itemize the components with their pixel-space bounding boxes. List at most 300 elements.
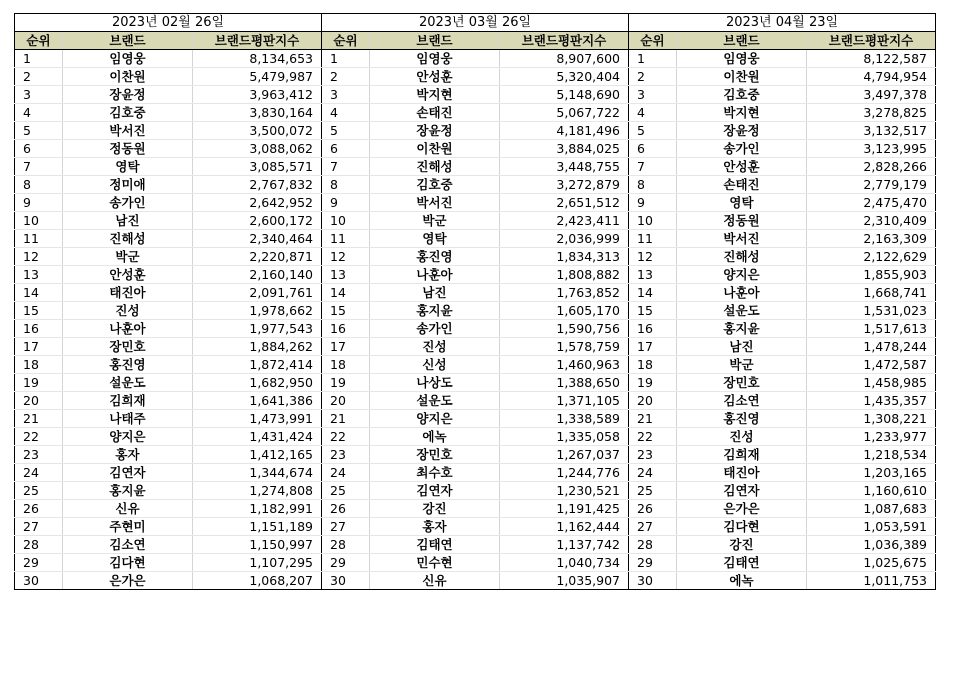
rank-cell: 5 xyxy=(629,122,677,140)
rank-cell: 17 xyxy=(629,338,677,356)
rank-cell: 12 xyxy=(629,248,677,266)
brand-name-cell: 홍자 xyxy=(63,446,193,464)
brand-name-cell: 신유 xyxy=(370,572,500,590)
brand-name-cell: 홍지윤 xyxy=(677,320,807,338)
brand-name-cell: 홍자 xyxy=(370,518,500,536)
score-cell: 1,160,610 xyxy=(807,482,936,500)
score-cell: 3,132,517 xyxy=(807,122,936,140)
score-cell: 2,651,512 xyxy=(500,194,629,212)
score-cell: 1,335,058 xyxy=(500,428,629,446)
score-cell: 1,431,424 xyxy=(193,428,322,446)
score-cell: 2,642,952 xyxy=(193,194,322,212)
brand-name-cell: 강진 xyxy=(677,536,807,554)
brand-name-cell: 태진아 xyxy=(677,464,807,482)
brand-name-cell: 정동원 xyxy=(677,212,807,230)
rank-cell: 19 xyxy=(629,374,677,392)
score-cell: 3,085,571 xyxy=(193,158,322,176)
brand-name-cell: 영탁 xyxy=(677,194,807,212)
brand-name-cell: 장민호 xyxy=(677,374,807,392)
table-row xyxy=(15,410,936,428)
score-cell: 1,203,165 xyxy=(807,464,936,482)
score-cell: 1,435,357 xyxy=(807,392,936,410)
table-row xyxy=(15,266,936,284)
rank-cell: 14 xyxy=(629,284,677,302)
brand-name-cell: 박지현 xyxy=(677,104,807,122)
brand-name-cell: 장윤정 xyxy=(63,86,193,104)
table-row xyxy=(15,464,936,482)
rank-cell: 20 xyxy=(322,392,370,410)
score-cell: 1,344,674 xyxy=(193,464,322,482)
score-cell: 1,191,425 xyxy=(500,500,629,518)
brand-name-cell: 신유 xyxy=(63,500,193,518)
brand-name-cell: 박서진 xyxy=(63,122,193,140)
score-cell: 1,834,313 xyxy=(500,248,629,266)
brand-name-cell: 김호중 xyxy=(370,176,500,194)
score-cell: 2,036,999 xyxy=(500,230,629,248)
brand-name-cell: 설운도 xyxy=(370,392,500,410)
rank-cell: 30 xyxy=(15,572,63,590)
rank-cell: 7 xyxy=(629,158,677,176)
rank-cell: 3 xyxy=(629,86,677,104)
brand-name-cell: 최수호 xyxy=(370,464,500,482)
score-cell: 1,682,950 xyxy=(193,374,322,392)
score-header: 브랜드평판지수 xyxy=(500,32,629,50)
score-cell: 2,767,832 xyxy=(193,176,322,194)
score-cell: 1,274,808 xyxy=(193,482,322,500)
rank-header: 순위 xyxy=(322,32,370,50)
rank-cell: 3 xyxy=(15,86,63,104)
score-cell: 2,163,309 xyxy=(807,230,936,248)
brand-header: 브랜드 xyxy=(63,32,193,50)
table-row xyxy=(15,122,936,140)
score-cell: 1,053,591 xyxy=(807,518,936,536)
brand-name-cell: 김태연 xyxy=(370,536,500,554)
brand-name-cell: 영탁 xyxy=(370,230,500,248)
brand-name-cell: 은가은 xyxy=(677,500,807,518)
score-cell: 1,025,675 xyxy=(807,554,936,572)
brand-name-cell: 김희재 xyxy=(677,446,807,464)
rank-cell: 18 xyxy=(15,356,63,374)
score-cell: 2,779,179 xyxy=(807,176,936,194)
date-header: 2023년 02월 26일 xyxy=(15,14,322,32)
score-cell: 3,830,164 xyxy=(193,104,322,122)
rank-cell: 1 xyxy=(629,50,677,68)
rank-cell: 21 xyxy=(322,410,370,428)
rank-cell: 11 xyxy=(629,230,677,248)
score-cell: 2,340,464 xyxy=(193,230,322,248)
brand-name-cell: 설운도 xyxy=(63,374,193,392)
brand-name-cell: 임영웅 xyxy=(677,50,807,68)
rank-header: 순위 xyxy=(15,32,63,50)
score-cell: 1,011,753 xyxy=(807,572,936,590)
brand-name-cell: 진성 xyxy=(370,338,500,356)
rank-cell: 24 xyxy=(15,464,63,482)
score-cell: 1,590,756 xyxy=(500,320,629,338)
score-cell: 1,137,742 xyxy=(500,536,629,554)
rank-cell: 15 xyxy=(322,302,370,320)
brand-name-cell: 손태진 xyxy=(370,104,500,122)
score-cell: 1,035,907 xyxy=(500,572,629,590)
brand-name-cell: 송가인 xyxy=(370,320,500,338)
rank-cell: 15 xyxy=(15,302,63,320)
brand-name-cell: 박군 xyxy=(677,356,807,374)
table-row xyxy=(15,68,936,86)
rank-cell: 8 xyxy=(322,176,370,194)
column-header-row xyxy=(15,32,936,50)
rank-cell: 18 xyxy=(322,356,370,374)
rank-cell: 29 xyxy=(322,554,370,572)
score-cell: 3,123,995 xyxy=(807,140,936,158)
rank-cell: 19 xyxy=(322,374,370,392)
rank-cell: 22 xyxy=(322,428,370,446)
brand-reputation-ranking-table xyxy=(14,13,936,590)
brand-name-cell: 장윤정 xyxy=(677,122,807,140)
score-cell: 3,278,825 xyxy=(807,104,936,122)
score-cell: 5,148,690 xyxy=(500,86,629,104)
brand-name-cell: 민수현 xyxy=(370,554,500,572)
rank-cell: 1 xyxy=(15,50,63,68)
brand-name-cell: 진해성 xyxy=(370,158,500,176)
brand-name-cell: 정미애 xyxy=(63,176,193,194)
rank-cell: 25 xyxy=(322,482,370,500)
rank-cell: 13 xyxy=(629,266,677,284)
score-cell: 1,338,589 xyxy=(500,410,629,428)
score-cell: 1,808,882 xyxy=(500,266,629,284)
score-cell: 1,182,991 xyxy=(193,500,322,518)
rank-cell: 27 xyxy=(15,518,63,536)
date-header-row xyxy=(15,14,936,32)
rank-cell: 4 xyxy=(629,104,677,122)
rank-cell: 12 xyxy=(15,248,63,266)
rank-cell: 9 xyxy=(322,194,370,212)
rank-cell: 25 xyxy=(629,482,677,500)
brand-name-cell: 양지은 xyxy=(63,428,193,446)
brand-name-cell: 김소연 xyxy=(677,392,807,410)
brand-name-cell: 안성훈 xyxy=(677,158,807,176)
brand-name-cell: 김호중 xyxy=(677,86,807,104)
table-row xyxy=(15,50,936,68)
rank-cell: 9 xyxy=(15,194,63,212)
table-row xyxy=(15,536,936,554)
table-row xyxy=(15,86,936,104)
score-cell: 1,884,262 xyxy=(193,338,322,356)
table-row xyxy=(15,356,936,374)
brand-name-cell: 박서진 xyxy=(370,194,500,212)
table-row xyxy=(15,230,936,248)
brand-name-cell: 장민호 xyxy=(63,338,193,356)
brand-name-cell: 박군 xyxy=(370,212,500,230)
score-cell: 1,578,759 xyxy=(500,338,629,356)
brand-name-cell: 장민호 xyxy=(370,446,500,464)
table-row xyxy=(15,338,936,356)
score-cell: 1,162,444 xyxy=(500,518,629,536)
score-cell: 1,040,734 xyxy=(500,554,629,572)
brand-name-cell: 이찬원 xyxy=(370,140,500,158)
brand-name-cell: 김소연 xyxy=(63,536,193,554)
score-cell: 2,600,172 xyxy=(193,212,322,230)
score-cell: 1,388,650 xyxy=(500,374,629,392)
score-cell: 1,977,543 xyxy=(193,320,322,338)
table-row xyxy=(15,500,936,518)
brand-name-cell: 양지은 xyxy=(370,410,500,428)
rank-cell: 23 xyxy=(322,446,370,464)
score-cell: 3,497,378 xyxy=(807,86,936,104)
rank-cell: 7 xyxy=(15,158,63,176)
rank-cell: 26 xyxy=(629,500,677,518)
score-cell: 1,371,105 xyxy=(500,392,629,410)
rank-header: 순위 xyxy=(629,32,677,50)
table-row xyxy=(15,302,936,320)
rank-cell: 7 xyxy=(322,158,370,176)
rank-cell: 25 xyxy=(15,482,63,500)
brand-name-cell: 안성훈 xyxy=(370,68,500,86)
rank-cell: 19 xyxy=(15,374,63,392)
brand-name-cell: 에녹 xyxy=(370,428,500,446)
rank-cell: 23 xyxy=(15,446,63,464)
rank-cell: 11 xyxy=(322,230,370,248)
score-cell: 5,067,722 xyxy=(500,104,629,122)
brand-name-cell: 남진 xyxy=(370,284,500,302)
score-cell: 3,088,062 xyxy=(193,140,322,158)
brand-name-cell: 박지현 xyxy=(370,86,500,104)
table-row xyxy=(15,320,936,338)
table-row xyxy=(15,248,936,266)
rank-cell: 10 xyxy=(629,212,677,230)
table-row xyxy=(15,194,936,212)
brand-name-cell: 홍지윤 xyxy=(63,482,193,500)
rank-cell: 17 xyxy=(322,338,370,356)
score-cell: 2,475,470 xyxy=(807,194,936,212)
brand-name-cell: 송가인 xyxy=(63,194,193,212)
table-row xyxy=(15,446,936,464)
score-cell: 2,310,409 xyxy=(807,212,936,230)
table-row xyxy=(15,104,936,122)
score-cell: 1,478,244 xyxy=(807,338,936,356)
score-header: 브랜드평판지수 xyxy=(193,32,322,50)
brand-name-cell: 이찬원 xyxy=(677,68,807,86)
rank-cell: 26 xyxy=(15,500,63,518)
rank-cell: 20 xyxy=(15,392,63,410)
score-cell: 1,230,521 xyxy=(500,482,629,500)
rank-cell: 22 xyxy=(15,428,63,446)
score-cell: 1,150,997 xyxy=(193,536,322,554)
brand-name-cell: 남진 xyxy=(677,338,807,356)
table-row xyxy=(15,140,936,158)
score-cell: 1,531,023 xyxy=(807,302,936,320)
score-cell: 1,472,587 xyxy=(807,356,936,374)
table-row xyxy=(15,392,936,410)
score-cell: 4,794,954 xyxy=(807,68,936,86)
score-cell: 1,641,386 xyxy=(193,392,322,410)
brand-name-cell: 설운도 xyxy=(677,302,807,320)
score-cell: 1,267,037 xyxy=(500,446,629,464)
rank-cell: 16 xyxy=(629,320,677,338)
score-cell: 1,458,985 xyxy=(807,374,936,392)
brand-name-cell: 이찬원 xyxy=(63,68,193,86)
score-cell: 2,091,761 xyxy=(193,284,322,302)
rank-cell: 4 xyxy=(322,104,370,122)
rank-cell: 28 xyxy=(322,536,370,554)
score-cell: 5,320,404 xyxy=(500,68,629,86)
brand-name-cell: 홍지윤 xyxy=(370,302,500,320)
score-cell: 1,473,991 xyxy=(193,410,322,428)
score-cell: 1,218,534 xyxy=(807,446,936,464)
score-cell: 3,272,879 xyxy=(500,176,629,194)
brand-name-cell: 김다현 xyxy=(677,518,807,536)
rank-cell: 5 xyxy=(15,122,63,140)
ranking-table-container xyxy=(14,13,936,590)
rank-cell: 21 xyxy=(629,410,677,428)
score-cell: 8,907,600 xyxy=(500,50,629,68)
rank-cell: 17 xyxy=(15,338,63,356)
rank-cell: 18 xyxy=(629,356,677,374)
brand-name-cell: 손태진 xyxy=(677,176,807,194)
score-cell: 1,763,852 xyxy=(500,284,629,302)
score-cell: 1,068,207 xyxy=(193,572,322,590)
table-row xyxy=(15,158,936,176)
table-row xyxy=(15,374,936,392)
score-cell: 8,134,653 xyxy=(193,50,322,68)
score-cell: 3,884,025 xyxy=(500,140,629,158)
score-header: 브랜드평판지수 xyxy=(807,32,936,50)
brand-name-cell: 남진 xyxy=(63,212,193,230)
rank-cell: 27 xyxy=(322,518,370,536)
date-header: 2023년 03월 26일 xyxy=(322,14,629,32)
brand-name-cell: 나훈아 xyxy=(370,266,500,284)
brand-name-cell: 김연자 xyxy=(63,464,193,482)
score-cell: 1,087,683 xyxy=(807,500,936,518)
table-row xyxy=(15,284,936,302)
rank-cell: 24 xyxy=(629,464,677,482)
rank-cell: 28 xyxy=(629,536,677,554)
rank-cell: 30 xyxy=(322,572,370,590)
brand-name-cell: 김태연 xyxy=(677,554,807,572)
brand-name-cell: 진해성 xyxy=(677,248,807,266)
brand-name-cell: 은가은 xyxy=(63,572,193,590)
brand-header: 브랜드 xyxy=(370,32,500,50)
score-cell: 1,517,613 xyxy=(807,320,936,338)
date-header: 2023년 04월 23일 xyxy=(629,14,936,32)
score-cell: 1,855,903 xyxy=(807,266,936,284)
rank-cell: 24 xyxy=(322,464,370,482)
rank-cell: 13 xyxy=(322,266,370,284)
score-cell: 1,978,662 xyxy=(193,302,322,320)
brand-name-cell: 에녹 xyxy=(677,572,807,590)
score-cell: 2,160,140 xyxy=(193,266,322,284)
rank-cell: 14 xyxy=(15,284,63,302)
score-cell: 1,605,170 xyxy=(500,302,629,320)
score-cell: 1,872,414 xyxy=(193,356,322,374)
rank-cell: 8 xyxy=(629,176,677,194)
score-cell: 2,220,871 xyxy=(193,248,322,266)
score-cell: 1,036,389 xyxy=(807,536,936,554)
rank-cell: 3 xyxy=(322,86,370,104)
score-cell: 3,963,412 xyxy=(193,86,322,104)
rank-cell: 29 xyxy=(15,554,63,572)
score-cell: 3,448,755 xyxy=(500,158,629,176)
rank-cell: 10 xyxy=(15,212,63,230)
brand-name-cell: 주현미 xyxy=(63,518,193,536)
brand-name-cell: 홍진영 xyxy=(677,410,807,428)
score-cell: 1,412,165 xyxy=(193,446,322,464)
brand-name-cell: 진성 xyxy=(677,428,807,446)
brand-name-cell: 나훈아 xyxy=(63,320,193,338)
rank-cell: 28 xyxy=(15,536,63,554)
brand-name-cell: 김다현 xyxy=(63,554,193,572)
brand-name-cell: 송가인 xyxy=(677,140,807,158)
rank-cell: 23 xyxy=(629,446,677,464)
brand-name-cell: 나태주 xyxy=(63,410,193,428)
rank-cell: 10 xyxy=(322,212,370,230)
rank-cell: 6 xyxy=(629,140,677,158)
rank-cell: 26 xyxy=(322,500,370,518)
score-cell: 2,828,266 xyxy=(807,158,936,176)
score-cell: 1,233,977 xyxy=(807,428,936,446)
score-cell: 1,244,776 xyxy=(500,464,629,482)
brand-name-cell: 나상도 xyxy=(370,374,500,392)
rank-cell: 29 xyxy=(629,554,677,572)
score-cell: 3,500,072 xyxy=(193,122,322,140)
table-row xyxy=(15,572,936,590)
score-cell: 2,423,411 xyxy=(500,212,629,230)
brand-name-cell: 진해성 xyxy=(63,230,193,248)
score-cell: 2,122,629 xyxy=(807,248,936,266)
rank-cell: 16 xyxy=(322,320,370,338)
score-cell: 1,308,221 xyxy=(807,410,936,428)
brand-name-cell: 양지은 xyxy=(677,266,807,284)
table-row xyxy=(15,482,936,500)
brand-name-cell: 임영웅 xyxy=(63,50,193,68)
brand-name-cell: 안성훈 xyxy=(63,266,193,284)
table-row xyxy=(15,176,936,194)
brand-name-cell: 영탁 xyxy=(63,158,193,176)
brand-name-cell: 김연자 xyxy=(677,482,807,500)
score-cell: 1,107,295 xyxy=(193,554,322,572)
brand-name-cell: 나훈아 xyxy=(677,284,807,302)
rank-cell: 15 xyxy=(629,302,677,320)
brand-name-cell: 진성 xyxy=(63,302,193,320)
rank-cell: 27 xyxy=(629,518,677,536)
brand-name-cell: 정동원 xyxy=(63,140,193,158)
brand-name-cell: 태진아 xyxy=(63,284,193,302)
table-row xyxy=(15,212,936,230)
rank-cell: 2 xyxy=(322,68,370,86)
rank-cell: 21 xyxy=(15,410,63,428)
score-cell: 5,479,987 xyxy=(193,68,322,86)
rank-cell: 8 xyxy=(15,176,63,194)
brand-name-cell: 신성 xyxy=(370,356,500,374)
rank-cell: 6 xyxy=(15,140,63,158)
rank-cell: 9 xyxy=(629,194,677,212)
rank-cell: 5 xyxy=(322,122,370,140)
rank-cell: 1 xyxy=(322,50,370,68)
score-cell: 1,460,963 xyxy=(500,356,629,374)
brand-name-cell: 임영웅 xyxy=(370,50,500,68)
rank-cell: 12 xyxy=(322,248,370,266)
brand-name-cell: 박서진 xyxy=(677,230,807,248)
brand-name-cell: 박군 xyxy=(63,248,193,266)
score-cell: 1,668,741 xyxy=(807,284,936,302)
rank-cell: 14 xyxy=(322,284,370,302)
brand-name-cell: 강진 xyxy=(370,500,500,518)
rank-cell: 30 xyxy=(629,572,677,590)
score-cell: 1,151,189 xyxy=(193,518,322,536)
brand-name-cell: 김호중 xyxy=(63,104,193,122)
rank-cell: 22 xyxy=(629,428,677,446)
table-row xyxy=(15,428,936,446)
table-row xyxy=(15,518,936,536)
rank-cell: 11 xyxy=(15,230,63,248)
